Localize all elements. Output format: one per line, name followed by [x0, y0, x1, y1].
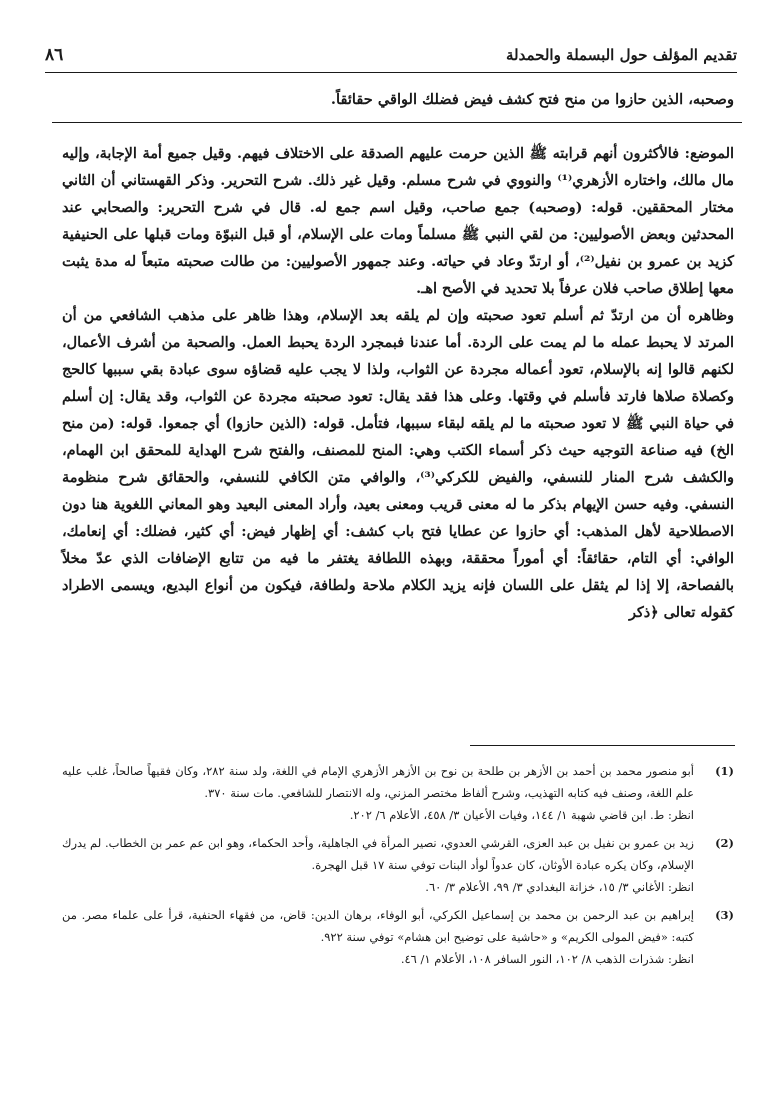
footnote	[62, 760, 734, 826]
footnote	[62, 904, 734, 970]
footnote-reference: انظر: شذرات الذهب ٨/ ١٠٢، النور السافر ١٠٨، الأعلام ١/ ٤٦.	[400, 952, 694, 966]
page-header	[45, 40, 737, 70]
footnotes	[62, 760, 734, 970]
running-title: تقديم المؤلف حول البسملة والحمدلة	[505, 46, 737, 64]
footnote-number: (1)	[715, 764, 734, 778]
matn-separator	[52, 122, 742, 123]
footnote-text: أبو منصور محمد بن أحمد بن الأزهر بن طلحة بن نوح بن الأزهر الأزهري الإمام في اللغة، ولد سنة ٢٨٢، وكان فقيهاً صالحاً، غلب عليه علم اللغة، وصنف فيه كتابه التهذيب، وشرح ألفاظ مختصر المزني، وله الانتصار للشافعي. مات سنة ٣٧٠.	[62, 764, 694, 800]
footnote-reference: انظر: ط. ابن قاضي شهبة ١/ ١٤٤، وفيات الأعيان ٣/ ٤٥٨، الأعلام ٦/ ٢٠٢.	[349, 808, 694, 822]
footnote-number: (2)	[715, 836, 734, 850]
commentary-paragraph: الموضع: فالأكثرون أنهم قرابته ﷺ الذين حرمت عليهم الصدقة على الاختلاف فيهم. وقيل جميع أمة الإجابة، وإليه مال مالك، واختاره الأزهري⁽¹⁾ والنووي في شرح مسلم. وقيل غير ذلك. شرح التحرير. وذكر القهستاني أن الثاني مختار المحققين. قوله: (وصحبه) جمع صاحب، وقيل اسم جمع له. قال في شرح التحرير: والصحابي عند المحدثين وبعض الأصوليين: من لقي النبي ﷺ مسلماً ومات على الإسلام، أو قبل النبوّة ومات قبلها على الحنيفية كزيد بن عمرو بن نفيل⁽²⁾، أو ارتدّ وعاد في حياته. وعند جمهور الأصوليين: من طالت صحبته متبعاً له مدة يثبت معها إطلاق صاحب فلان عرفاً بلا تحديد في الأصح اهـ.	[62, 145, 735, 297]
page-number: ٨٦	[45, 45, 64, 65]
footnote-text: إبراهيم بن عبد الرحمن بن محمد بن إسماعيل الكركي، أبو الوفاء، برهان الدين: قاض، من فقهاء الحنفية، قرأ على علماء مصر. من كتبه: «فيض المولى الكريم» و «حاشية على توضيح ابن هشام» توفي سنة ٩٢٢.	[62, 908, 694, 944]
commentary-body	[62, 140, 734, 626]
footnote-text: زيد بن عمرو بن نفيل بن عبد العزى، القرشي العدوي، نصير المرأة في الجاهلية، وأحد الحكماء، وهو ابن عم عمر بن الخطاب. لم يدرك الإسلام، وكان يكره عبادة الأوثان، كان عدواً لوأد البنات توفي سنة ١٧ قبل الهجرة.	[62, 836, 694, 872]
matn-text: وصحبه، الذين حازوا من منح فتح كشف فيض فضلك الواقي حقائقاً.	[330, 91, 734, 108]
footnote-separator	[470, 745, 735, 746]
commentary-paragraph: وظاهره أن من ارتدّ ثم أسلم تعود صحبته وإن لم يلقه بعد الإسلام، وهذا ظاهر على مذهب الشافعي من أن المرتد لا يحبط عمله ما لم يمت على الردة. أما عندنا فبمجرد الردة يحبط العمل. والصحبة من أشرف الأعمال، لكنهم قالوا إنه بالإسلام، تعود أعماله مجردة عن الثواب، ولذا لا يجب عليه قضاؤه سوى عبادة بقي سببها كالحج وكصلاة صلاها فارتد فأسلم في وقتها. وعلى هذا فقد يقال: تعود صحبته مجردة عن الثواب، وقد يقال: إن أسلم في حياة النبي ﷺ لا تعود صحبته ما لم يلقه لبقاء سببها، فتأمل. قوله: (الذين حازوا) أي جمعوا. قوله: (من منح الخ) فيه صناعة التوجيه حيث ذكر أسماء الكتب وهي: المنح للمصنف، والفتح شرح الهداية للمحقق ابن الهمام، والكشف شرح المنار للنسفي، والفيض للكركي⁽³⁾، والوافي متن الكافي للنسفي، والحقائق شرح منظومة النسفي. وفيه حسن الإيهام بذكر ما له معنى قريب ومعنى بعيد، وأراد المعنى البعيد وهو المعاني اللغوية هنا دون الاصطلاحية لأهل المذهب: أي حازوا عن عطايا فتح باب كشف: أي إظهار فيض: أي كثير، فضلك: أي إنعامك، الوافي: أي التام، حقائقاً: أي أموراً محققة، وبهذه اللطافة يغتفر ما فيه من تتابع الإضافات الذي عدّ مخلاً بالفصاحة، إلا إذا لم يثقل على اللسان فإنه يزيد الكلام ملاحة ولطافة، فيكون من أنواع البديع، ويسمى الاطراد كقوله تعالى ﴿ذكر	[62, 307, 734, 621]
footnote-number: (3)	[715, 908, 734, 922]
header-rule	[45, 72, 737, 73]
footnote-reference: انظر: الأغاني ٣/ ١٥، خزانة البغدادي ٣/ ٩٩، الأعلام ٣/ ٦٠.	[425, 880, 694, 894]
footnote	[62, 832, 734, 898]
